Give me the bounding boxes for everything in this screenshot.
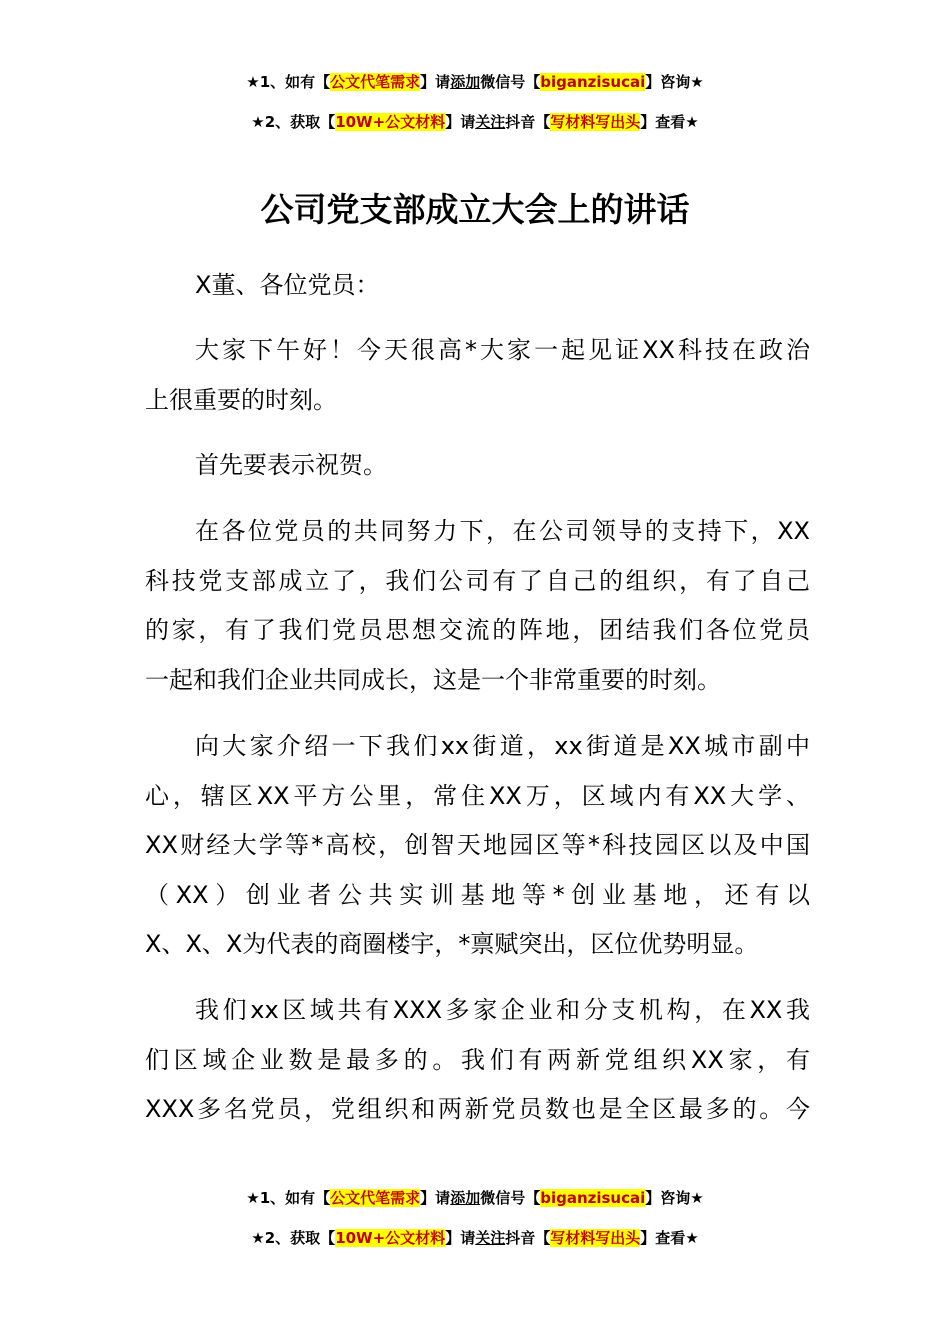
banner-underline: 添加 xyxy=(450,73,481,91)
banner-text: ★1、如有【 xyxy=(246,1189,331,1207)
paragraph-line: XXX多名党员，党组织和两新党员数也是全区最多的。今 xyxy=(145,1095,810,1123)
footer-banner-line-2 xyxy=(0,1228,950,1248)
banner-underline: 添加 xyxy=(450,1189,481,1207)
banner-underline: 关注 xyxy=(475,1229,506,1247)
body-paragraph xyxy=(145,507,810,705)
paragraph-line: 心，辖区XX平方公里，常住XX万，区域内有XX大学、 xyxy=(145,781,810,810)
salutation-paragraph xyxy=(145,261,810,311)
paragraph-line: 我们xx区域共有XXX多家企业和分支机构，在XX我 xyxy=(195,996,810,1024)
banner-highlight: 10W+公文材料 xyxy=(335,1229,446,1247)
paragraph-line: XX财经大学等*高校，创智天地园区等*科技园区以及中国 xyxy=(145,831,810,859)
banner-text: 】咨询★ xyxy=(645,1189,704,1207)
document-title: 公司党支部成立大会上的讲话 xyxy=(260,190,690,229)
paragraph-line: （XX）创业者公共实训基地等*创业基地，还有以 xyxy=(145,880,810,909)
header-banner-line-1 xyxy=(0,72,950,92)
banner-text: 】查看★ xyxy=(640,1229,699,1247)
paragraph-line: 科技党支部成立了，我们公司有了自己的组织，有了自己 xyxy=(145,566,810,595)
body-paragraph xyxy=(145,722,810,970)
paragraph-line: 向大家介绍一下我们xx街道，xx街道是XX城市副中 xyxy=(195,732,810,760)
banner-text: 微信号【 xyxy=(480,73,541,91)
banner-text: 微信号【 xyxy=(480,1189,541,1207)
banner-text: ★2、获取【 xyxy=(251,113,336,131)
paragraph-line: 们区域企业数是最多的。我们有两新党组织XX家，有 xyxy=(145,1045,810,1074)
banner-text: 】请 xyxy=(420,73,451,91)
paragraph-line: 首先要表示祝贺。 xyxy=(195,451,387,479)
banner-highlight: 写材料写出头 xyxy=(550,113,641,131)
banner-underline: 关注 xyxy=(475,113,506,131)
banner-highlight: 公文代笔需求 xyxy=(330,73,421,91)
banner-highlight: 公文代笔需求 xyxy=(330,1189,421,1207)
paragraph-line: 上很重要的时刻。 xyxy=(145,385,337,414)
banner-text: 】请 xyxy=(445,1229,476,1247)
footer-banner-line-1 xyxy=(0,1188,950,1208)
banner-text: ★1、如有【 xyxy=(246,73,331,91)
body-paragraph xyxy=(145,441,810,491)
paragraph-line: 在各位党员的共同努力下，在公司领导的支持下，XX xyxy=(195,517,810,545)
banner-text: 抖音【 xyxy=(505,113,551,131)
salutation: X董、各位党员： xyxy=(195,271,380,299)
banner-text: 】请 xyxy=(445,113,476,131)
header-banner-line-2 xyxy=(0,112,950,132)
banner-text: 】咨询★ xyxy=(645,73,704,91)
banner-highlight: biganzisucai xyxy=(540,73,646,91)
banner-text: 】查看★ xyxy=(640,113,699,131)
banner-highlight: biganzisucai xyxy=(540,1189,646,1207)
banner-text: ★2、获取【 xyxy=(251,1229,336,1247)
body-paragraph xyxy=(145,986,810,1135)
paragraph-line: 的家，有了我们党员思想交流的阵地，团结我们各位党员 xyxy=(145,616,810,644)
body-paragraph xyxy=(145,326,810,425)
banner-text: 抖音【 xyxy=(505,1229,551,1247)
paragraph-line: X、X、X为代表的商圈楼宇，*禀赋突出，区位优势明显。 xyxy=(145,930,759,958)
banner-highlight: 写材料写出头 xyxy=(550,1229,641,1247)
banner-text: 】请 xyxy=(420,1189,451,1207)
paragraph-line: 大家下午好！今天很高*大家一起见证XX科技在政治 xyxy=(195,336,810,364)
paragraph-line: 一起和我们企业共同成长，这是一个非常重要的时刻。 xyxy=(145,665,721,694)
banner-highlight: 10W+公文材料 xyxy=(335,113,446,131)
